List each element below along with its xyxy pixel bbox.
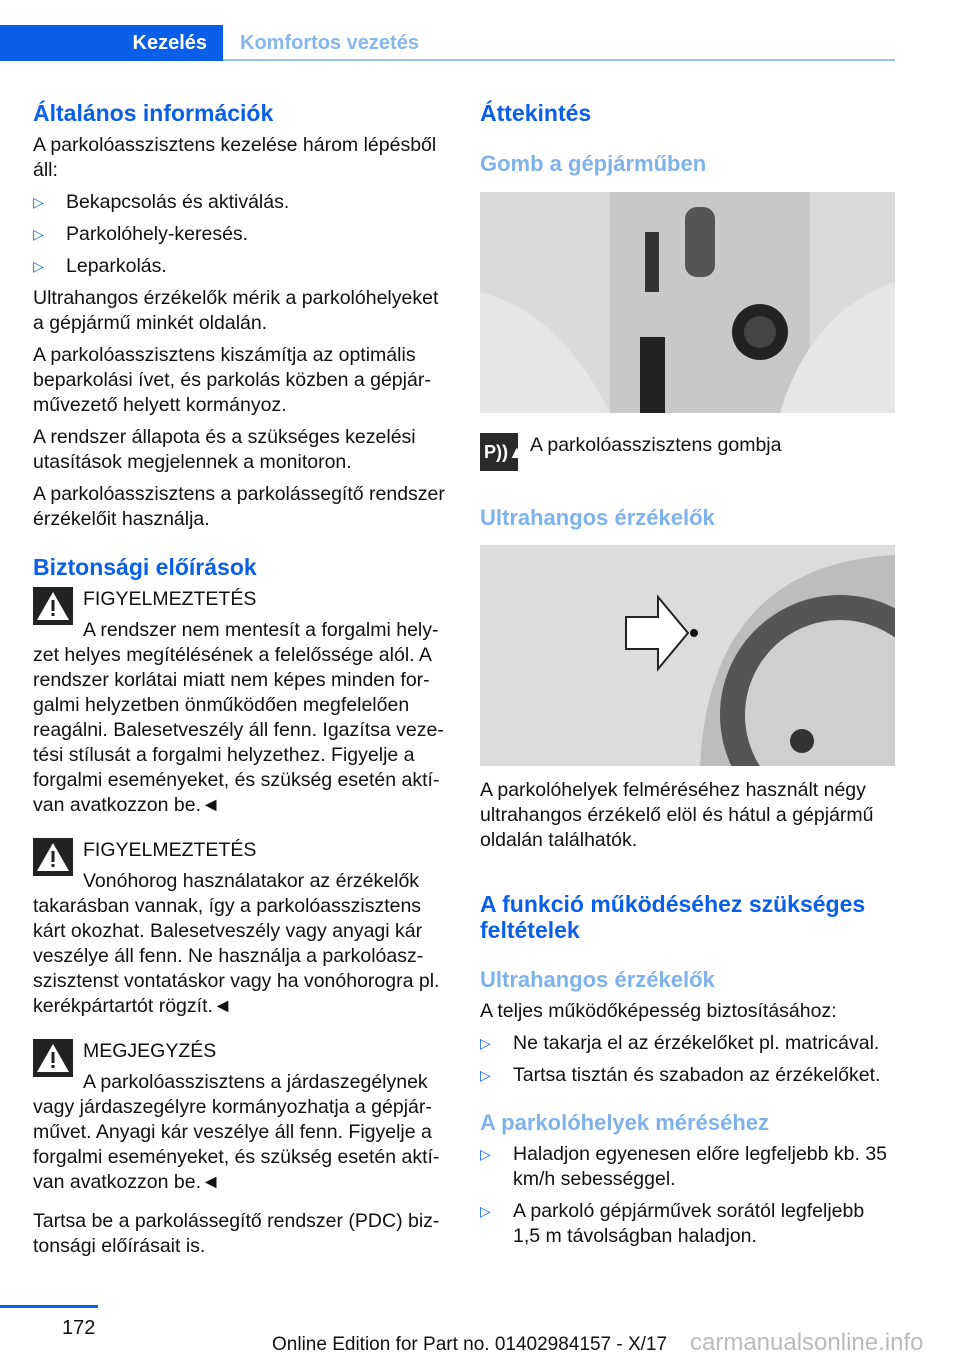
- triangle-bullet-icon: ▷: [480, 1146, 491, 1162]
- list-item: [33, 190, 448, 215]
- list-item: [480, 1142, 895, 1192]
- paragraph: Ultrahangos érzékelők mérik a parkolóhelyeket a gépjármű minkét oldalán.: [33, 287, 439, 334]
- triangle-bullet-icon: ▷: [480, 1035, 491, 1051]
- paragraph: A parkolóasszisztens a parkolássegítő rendszer érzékelőit használja.: [33, 483, 445, 530]
- heading-button: Gomb a gépjárműben: [480, 151, 707, 176]
- paragraph: A parkolóasszisztens kiszámítja az optimális beparkolási ívet, és parkolás közben a gépjárművezető helyett kormányoz.: [33, 344, 431, 416]
- warning-title: FIGYELMEZTETÉS: [83, 839, 257, 861]
- triangle-bullet-icon: ▷: [33, 226, 44, 242]
- warning-triangle-icon: [33, 587, 73, 625]
- left-column: [33, 100, 448, 1266]
- header-divider: [223, 59, 895, 61]
- intro-text: A parkolóasszisztens kezelése három lépésből áll:: [33, 134, 437, 181]
- warning-triangle-icon: [33, 1039, 73, 1077]
- button-caption: A parkolóasszisztens gombja: [530, 434, 782, 456]
- note-title: MEGJEGYZÉS: [83, 1040, 217, 1062]
- list-item: [33, 222, 448, 247]
- warning-block: [33, 587, 448, 612]
- list-item-text: A parkoló gépjárművek sorától legfeljebb 1,5 m távolságban haladjon.: [513, 1200, 865, 1247]
- list-item: [480, 1063, 895, 1088]
- button-caption-row: [480, 431, 895, 471]
- footer-divider: [0, 1305, 98, 1308]
- icon-label: P: [484, 442, 497, 462]
- edition-text: Online Edition for Part no. 01402984157 - X/17: [272, 1334, 668, 1355]
- list-item-text: Haladjon egyenesen előre legfeljebb kb. 35 km/h sebességgel.: [513, 1143, 888, 1190]
- warning-title: FIGYELMEZTETÉS: [83, 588, 257, 610]
- parking-assistant-button-icon: P))▲: [480, 433, 518, 471]
- warning-triangle-icon: [33, 838, 73, 876]
- warning-text: Vonóhorog használatakor az érzékelők takarásban vannak, így a parkolóasszisztens kárt okozhat. Balesetveszély vagy anyagi kár veszélye áll fenn. Ne használja a parkolóaszszisztenst vontatáskor vagy ha vonóhorogra pl. kerékpártartót rögzít.◄: [33, 870, 440, 1017]
- console-button-image: [480, 192, 895, 413]
- warning-text: A rendszer nem mentesít a forgalmi helyzet helyes megítélésének a felelőssége alól. A rendszer korlátai miatt nem képes minden forgalmi helyzetben önműködően megfelelően reagálni. Balesetveszély áll fenn. Igazítsa vezetési stílusát a forgalmi helyzethez. Figyelje a forgalmi eseményeket, és szükség esetén aktívan avatkozzon be.◄: [33, 619, 444, 816]
- center-console-illustration: [480, 192, 895, 413]
- tab-label: Kezelés: [132, 31, 207, 54]
- watermark: carmanualsonline.info: [690, 1329, 924, 1356]
- note-text: A parkolóasszisztens a járdaszegélynek vagy járdaszegélyre kormányozhatja a gépjárművet. Anyagi kár veszélye áll fenn. Figyelje a forgalmi eseményeket, és szükség esetén aktívan avatkozzon be.◄: [33, 1071, 440, 1193]
- sensor-caption: A parkolóhelyek felméréséhez használt négy ultrahangos érzékelő elöl és hátul a gépjármű oldalán találhatók.: [480, 779, 874, 851]
- heading-overview: Áttekintés: [480, 100, 592, 126]
- tab-kezeles[interactable]: [0, 25, 223, 61]
- list-item: [480, 1199, 895, 1249]
- list-item-text: Bekapcsolás és aktiválás.: [66, 191, 290, 213]
- heading-safety: Biztonsági előírások: [33, 554, 257, 580]
- triangle-bullet-icon: ▷: [480, 1067, 491, 1083]
- triangle-bullet-icon: ▷: [480, 1203, 491, 1219]
- heading-sensors: Ultrahangos érzékelők: [480, 505, 715, 530]
- heading-general: Általános információk: [33, 100, 274, 126]
- note-block: [33, 1039, 448, 1064]
- car-wheel-illustration: [480, 545, 895, 766]
- list-item: [33, 254, 448, 279]
- tab-komfortos-vezetes[interactable]: [240, 25, 419, 61]
- warning-block: [33, 838, 448, 863]
- closing-text: Tartsa be a parkolássegítő rendszer (PDC) biztonsági előírásait is.: [33, 1210, 440, 1257]
- list-item: [480, 1031, 895, 1056]
- heading-measure: A parkolóhelyek méréséhez: [480, 1110, 769, 1135]
- tab-label: Komfortos vezetés: [240, 31, 419, 54]
- sensor-image: [480, 545, 895, 766]
- paragraph: A rendszer állapota és a szükséges kezelési utasítások megjelennek a monitoron.: [33, 426, 416, 473]
- list-item-text: Ne takarja el az érzékelőket pl. matricával.: [513, 1032, 880, 1054]
- triangle-bullet-icon: ▷: [33, 258, 44, 274]
- list-item-text: Tartsa tisztán és szabadon az érzékelőket.: [513, 1064, 881, 1086]
- heading-sensors-2: Ultrahangos érzékelők: [480, 967, 715, 992]
- triangle-bullet-icon: ▷: [33, 194, 44, 210]
- heading-requirements: A funkció működéséhez szükséges feltételek: [480, 891, 866, 943]
- page-number: 172: [62, 1317, 96, 1339]
- list-item-text: Parkolóhely-keresés.: [66, 223, 249, 245]
- right-column: [480, 100, 895, 1256]
- list-item-text: Leparkolás.: [66, 255, 167, 277]
- sensors-intro: A teljes működőképesség biztosításához:: [480, 1000, 837, 1022]
